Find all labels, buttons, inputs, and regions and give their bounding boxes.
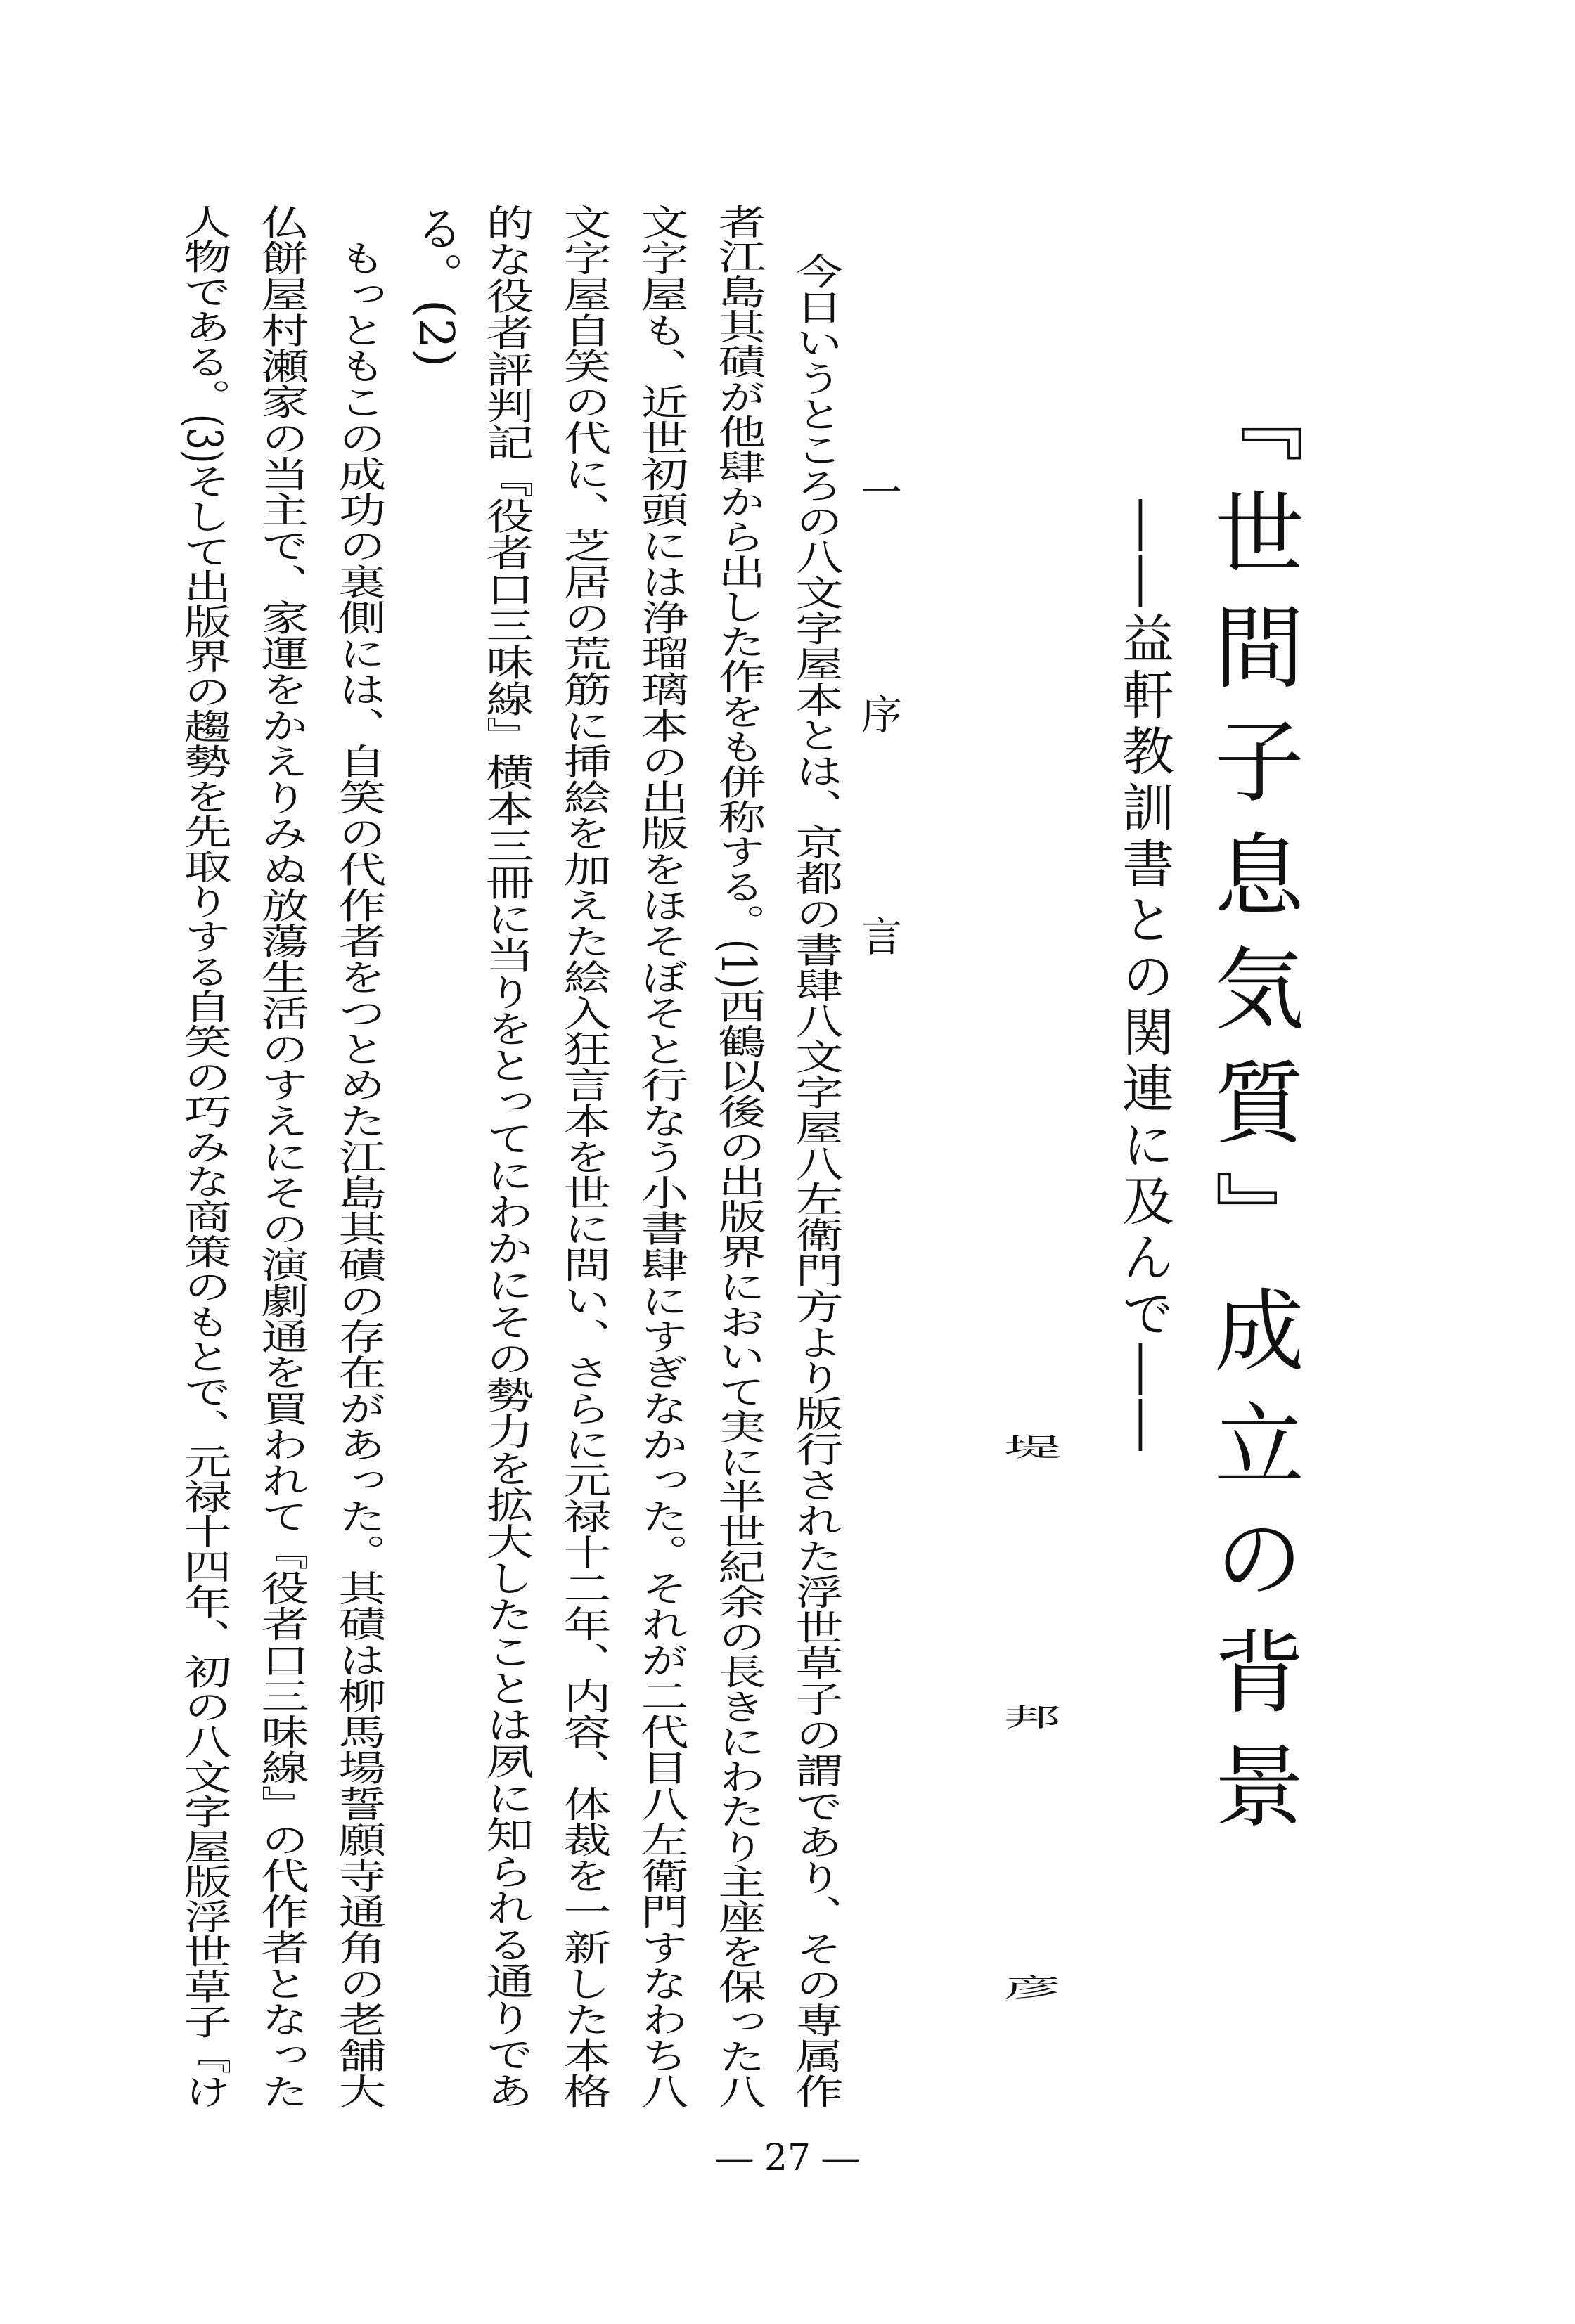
article-subtitle: ――益軒教訓書との関連に及んで―― xyxy=(1114,499,1174,1455)
page-number: ― 27 ― xyxy=(716,2137,859,2179)
body-line: 文字屋自笑の代に、芝居の荒筋に挿絵を加えた絵入狂言本を世に問い、さらに元禄十二年、内容、体裁を一新した本格 xyxy=(555,204,611,2109)
body-line: 的な役者評判記『役者口三味線』横本三冊に当りをとってにわかにその勢力を拡大したことは夙に知られる通りであ xyxy=(478,204,534,2109)
body-line: 今日いうところの八文字屋本とは、京都の書肆八文字屋八左衛門方より版行された浮世草子の謂であり、その専属作 xyxy=(788,253,843,2109)
body-line: る。(2) xyxy=(408,204,463,368)
body-line: 人物である。(3)そして出版界の趨勢を先取りする自笑の巧みな商策のもとで、元禄十四年、初の八文字屋版浮世草子『け xyxy=(176,204,231,2109)
section-heading: 一 序 言 xyxy=(854,471,902,1026)
body-line: もっともこの成功の裏側には、自笑の代作者をつとめた江島其磧の存在があった。其磧は柳馬場誓願寺通角の老舗大 xyxy=(330,204,386,2109)
body-line: 文字屋も、近世初頭には浄瑠璃本の出版をほそぼそと行なう小書肆にすぎなかった。それが二代目八左衛門すなわち八 xyxy=(633,204,688,2109)
body-line: 者江島其磧が他肆から出した作をも併称する。(1)西鶴以後の出版界において実に半世紀余の長きにわたり主座を保った八 xyxy=(710,204,766,2109)
author-name: 堤 邦 彦 xyxy=(994,1434,1061,2109)
article-title: 『世間子息気質』成立の背景 xyxy=(1199,373,1304,1853)
body-line: 仏餅屋村瀬家の当主で、家運をかえりみぬ放蕩生活のすえにその演劇通を買われて『役者口三味線』の代作者となった xyxy=(253,204,309,2109)
